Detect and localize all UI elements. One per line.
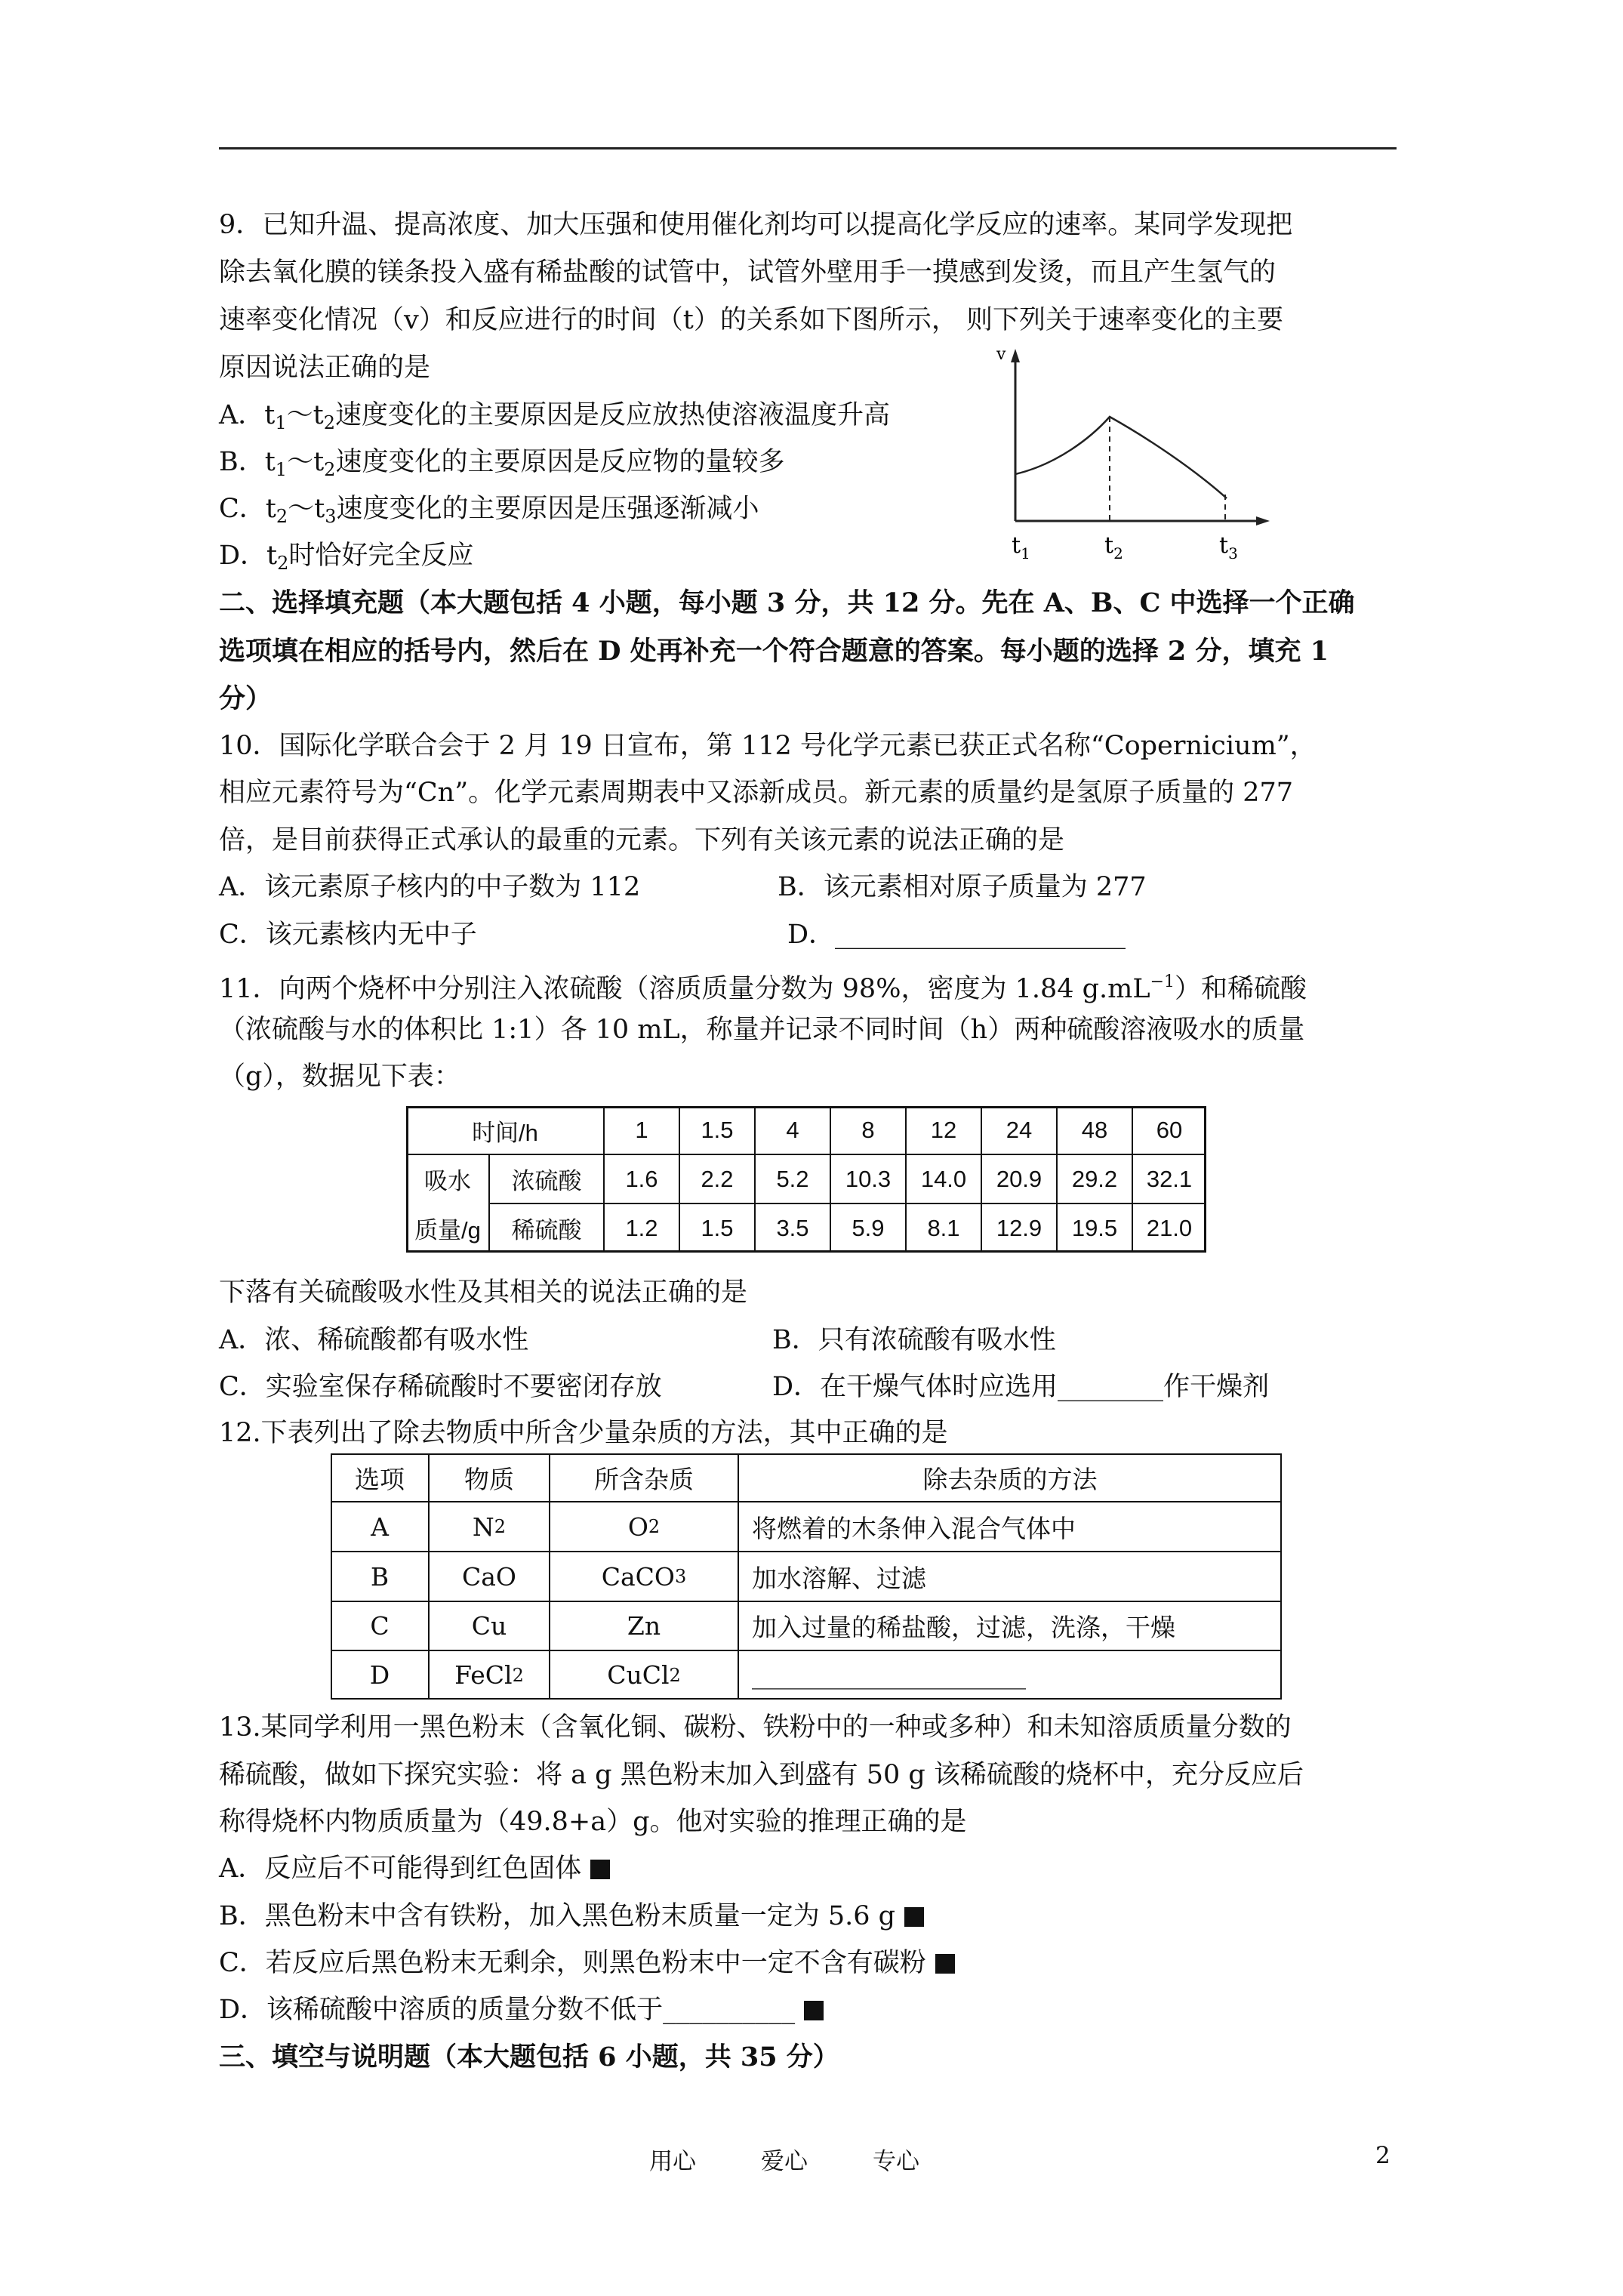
y-axis-arrow <box>1011 349 1020 362</box>
row-substance: Cu <box>471 1611 507 1641</box>
table-header-time: 时间/h <box>472 1119 538 1146</box>
q11-option-a: A．浓、稀硫酸都有吸水性 <box>219 1325 529 1355</box>
table-time-cell: 1 <box>635 1117 648 1143</box>
row-option: D <box>369 1660 390 1690</box>
q12-impurity-table <box>331 1453 1282 1700</box>
page-number: 2 <box>1375 2142 1390 2169</box>
square-marker-icon <box>935 1954 955 1974</box>
table-value-cell: 8.1 <box>927 1214 960 1241</box>
table-time-cell: 1.5 <box>701 1117 734 1143</box>
section2-line-2: 选项填在相应的括号内，然后在 D 处再补充一个符合题意的答案。每小题的选择 2 分，填充 1 <box>219 636 1329 667</box>
header-option: 选项 <box>355 1464 405 1494</box>
row-impurity: Zn <box>627 1611 661 1641</box>
header-impurity: 所含杂质 <box>594 1464 694 1494</box>
table-value-cell: 21.0 <box>1146 1214 1193 1241</box>
rate-time-graph <box>996 340 1283 566</box>
q11-stem-2: 下落有关硫酸吸水性及其相关的说法正确的是 <box>219 1277 748 1308</box>
table-value-cell: 32.1 <box>1146 1165 1193 1192</box>
header-method: 除去杂质的方法 <box>922 1464 1098 1494</box>
table-value-cell: 2.2 <box>701 1165 734 1192</box>
q10-line-1: 10．国际化学联合会于 2 月 19 日宣布，第 112 号化学元素已获正式名称“Copernicium”， <box>219 731 1317 761</box>
q9-line-4: 原因说法正确的是 <box>219 353 431 383</box>
table-time-cell: 8 <box>861 1117 875 1143</box>
footer-item: 爱心 <box>761 2148 808 2175</box>
table-row-label-conc: 浓硫酸 <box>511 1168 582 1194</box>
square-marker-icon <box>904 1907 924 1927</box>
table-value-cell: 1.6 <box>625 1165 658 1192</box>
q13-line-2: 稀硫酸，做如下探究实验：将 a g 黑色粉末加入到盛有 50 g 该稀硫酸的烧杯中，充分反应后 <box>219 1760 1304 1790</box>
section2-line-1: 二、选择填充题（本大题包括 4 小题，每小题 3 分，共 12 分。先在 A、B、C 中选择一个正确 <box>219 587 1355 618</box>
q11-line-1: 11．向两个烧杯中分别注入浓硫酸（溶质质量分数为 98%，密度为 1.84 $g.mL^{-1}$）和稀硫酸 <box>219 972 1307 1004</box>
row-substance: FeCl 2 <box>454 1660 524 1690</box>
row-method: ______________________ <box>752 1660 1026 1690</box>
q13-line-3: 称得烧杯内物质质量为（49.8+a）g。他对实验的推理正确的是 <box>219 1807 967 1837</box>
square-marker-icon <box>804 2001 824 2020</box>
table-value-cell: 1.5 <box>701 1214 734 1241</box>
table-time-cell: 48 <box>1081 1117 1108 1143</box>
table-value-cell: 1.2 <box>625 1214 658 1241</box>
table-value-cell: 5.9 <box>852 1214 885 1241</box>
row-method: 将燃着的木条伸入混合气体中 <box>752 1513 1076 1543</box>
row-substance: CaO <box>462 1561 516 1592</box>
q9-option-c: C．$t_2\sim t_3$速度变化的主要原因是压强逐渐减小 <box>219 494 759 527</box>
q11-option-b: B．只有浓硫酸有吸水性 <box>772 1325 1056 1355</box>
row-impurity: O 2 <box>627 1512 661 1542</box>
section3-heading: 三、填空与说明题（本大题包括 6 小题，共 35 分） <box>219 2042 839 2073</box>
t2-label: $t_2$ <box>1104 532 1123 562</box>
row-option: A <box>371 1512 389 1542</box>
table-value-cell: 10.3 <box>845 1165 892 1192</box>
q10-option-b: B．该元素相对原子质量为 277 <box>778 872 1147 902</box>
table-group-label-1: 吸水 <box>424 1168 471 1194</box>
q9-option-d: D．$t_2$时恰好完全反应 <box>219 541 474 574</box>
q13-option-d: D．该稀硫酸中溶质的质量分数不低于__________ <box>219 1995 824 2025</box>
table-time-cell: 12 <box>930 1117 957 1143</box>
q9-line-1: 9．已知升温、提高浓度、加大压强和使用催化剂均可以提高化学反应的速率。某同学发现把 <box>219 210 1293 240</box>
header-substance: 物质 <box>464 1464 514 1494</box>
q9-line-3: 速率变化情况（v）和反应进行的时间（t）的关系如下图所示， 则下列关于速率变化的主要 <box>219 305 1283 335</box>
q10-line-3: 倍，是目前获得正式承认的最重的元素。下列有关该元素的说法正确的是 <box>219 825 1065 855</box>
q10-option-a: A．该元素原子核内的中子数为 112 <box>219 872 641 902</box>
q13-option-b: B．黑色粉末中含有铁粉，加入黑色粉末质量一定为 5.6 g <box>219 1901 924 1931</box>
table-value-cell: 12.9 <box>996 1214 1042 1241</box>
x-axis-arrow <box>1256 516 1270 525</box>
q11-option-d: D．在干燥气体时应选用________作干燥剂 <box>772 1372 1270 1402</box>
table-row-label-dilute: 稀硫酸 <box>511 1217 582 1244</box>
table-time-cell: 4 <box>786 1117 799 1143</box>
row-option: B <box>370 1561 390 1592</box>
t3-label: $t_3$ <box>1219 532 1238 562</box>
q13-option-a: A．反应后不可能得到红色固体 <box>219 1854 610 1884</box>
q11-absorption-table <box>406 1106 1206 1253</box>
table-time-cell: 60 <box>1156 1117 1183 1143</box>
row-method: 加入过量的稀盐酸，过滤，洗涤，干燥 <box>752 1613 1175 1642</box>
q10-line-2: 相应元素符号为“Cn”。化学元素周期表中又添新成员。新元素的质量约是氢原子质量的 277 <box>219 778 1294 808</box>
q9-line-2: 除去氧化膜的镁条投入盛有稀盐酸的试管中，试管外壁用手一摸感到发烫，而且产生氢气的 <box>219 257 1277 288</box>
footer-item: 用心 <box>649 2148 696 2175</box>
table-value-cell: 3.5 <box>776 1214 809 1241</box>
table-value-cell: 5.2 <box>776 1165 809 1192</box>
q11-line-2: （浓硫酸与水的体积比 1:1）各 10 mL，称量并记录不同时间（h）两种硫酸溶液吸水的质量 <box>219 1015 1305 1045</box>
header-rule <box>219 147 1397 149</box>
row-impurity: CuCl 2 <box>607 1660 681 1690</box>
row-substance: N 2 <box>472 1512 507 1542</box>
graph-y-label: v <box>996 345 1006 364</box>
table-value-cell: 14.0 <box>920 1165 967 1192</box>
q10-option-c: C．该元素核内无中子 <box>219 920 477 950</box>
table-value-cell: 29.2 <box>1071 1165 1118 1192</box>
q9-option-b: B．$t_1\sim t_2$速度变化的主要原因是反应物的量较多 <box>219 447 785 480</box>
q12-stem: 12.下表列出了除去物质中所含少量杂质的方法，其中正确的是 <box>219 1418 948 1448</box>
q11-option-c: C．实验室保存稀硫酸时不要密闭存放 <box>219 1372 662 1402</box>
table-time-cell: 24 <box>1006 1117 1033 1143</box>
rate-curve <box>1015 417 1227 498</box>
footer-item: 专心 <box>873 2148 919 2175</box>
t1-label: $t_1$ <box>1012 532 1030 562</box>
table-value-cell: 20.9 <box>996 1165 1042 1192</box>
q9-option-a: A．$t_1\sim t_2$速度变化的主要原因是反应放热使溶液温度升高 <box>219 400 890 433</box>
row-impurity: CaCO 3 <box>601 1561 687 1592</box>
q11-line-3: （g），数据见下表： <box>219 1062 460 1092</box>
q13-line-1: 13.某同学利用一黑色粉末（含氧化铜、碳粉、铁粉中的一种或多种）和未知溶质质量分数的 <box>219 1712 1292 1743</box>
table-group-label-2: 质量/g <box>414 1217 481 1244</box>
row-method: 加水溶解、过滤 <box>752 1563 926 1593</box>
table-value-cell: 19.5 <box>1071 1214 1118 1241</box>
section2-line-3: 分） <box>219 683 273 714</box>
q13-option-c: C．若反应后黑色粉末无剩余，则黑色粉末中一定不含有碳粉 <box>219 1948 955 1978</box>
q10-option-d: D．______________________ <box>787 920 1126 950</box>
square-marker-icon <box>590 1860 610 1879</box>
row-option: C <box>370 1611 390 1641</box>
